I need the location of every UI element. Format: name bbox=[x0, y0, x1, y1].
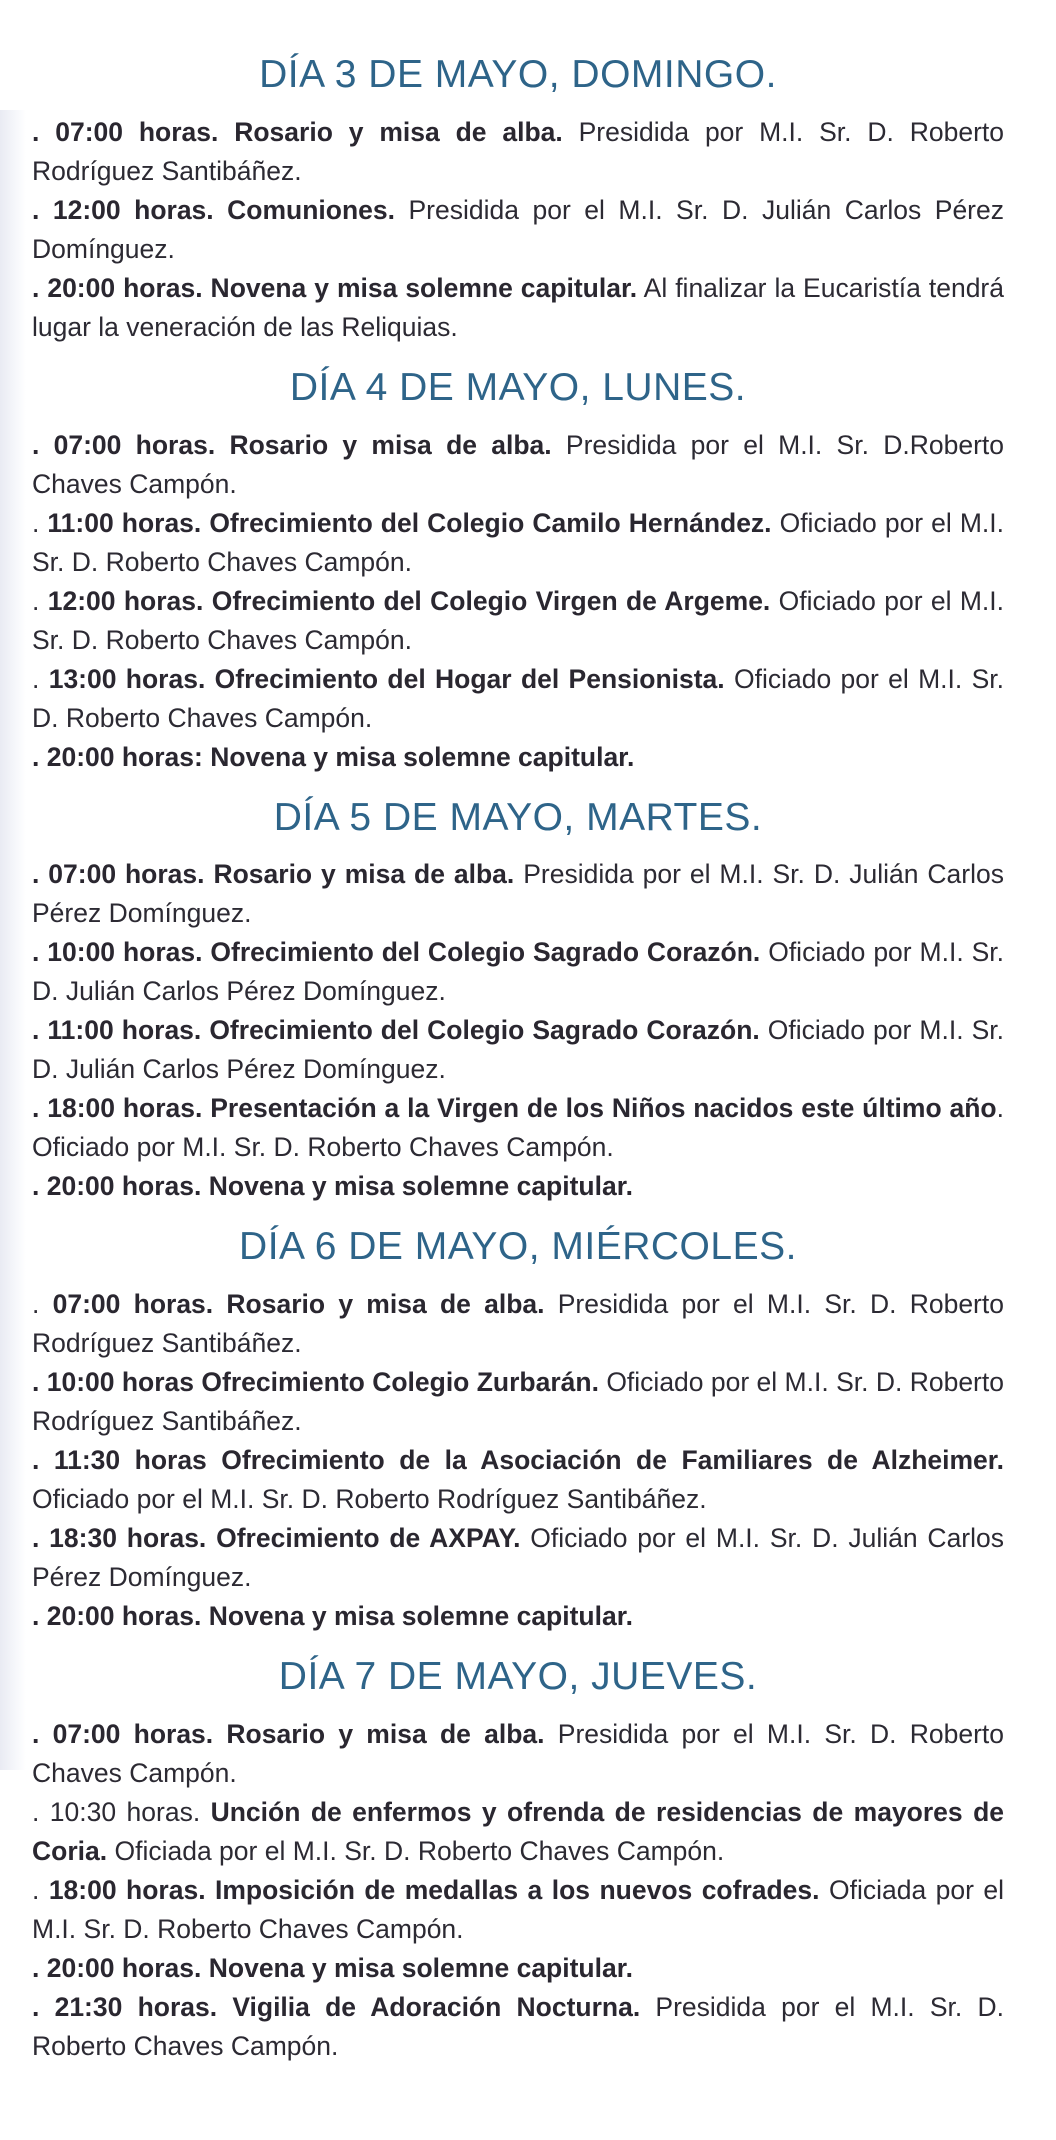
entry-prefix: . 10:30 horas. bbox=[32, 1796, 211, 1827]
entry-detail: Presidida por el M.I. Sr. D. Julián Carlos Pérez Domínguez. bbox=[32, 194, 1004, 264]
day-heading: DÍA 5 DE MAYO, MARTES. bbox=[273, 795, 763, 839]
entry-time-title: 12:00 horas. Ofrecimiento del Colegio Virgen de Argeme. bbox=[47, 585, 771, 616]
schedule-entry bbox=[32, 933, 1004, 1011]
entry-prefix: . bbox=[32, 585, 48, 616]
entry-detail: Oficiado por el M.I. Sr. D. Roberto Rodríguez Santibáñez. bbox=[32, 1484, 707, 1515]
entry-detail: Oficiado por el M.I. Sr. D. Roberto Chaves Campón. bbox=[32, 663, 1004, 733]
entry-time-title: . 11:00 horas. Ofrecimiento del Colegio Sagrado Corazón. bbox=[32, 1015, 760, 1046]
schedule-entry bbox=[32, 1089, 1004, 1167]
entry-time-title: . 18:30 horas. Ofrecimiento de AXPAY. bbox=[32, 1523, 521, 1554]
entry-time-title: . 11:30 horas Ofrecimiento de la Asociación de Familiares de Alzheimer. bbox=[32, 1445, 1004, 1476]
entry-detail: Presidida por el M.I. Sr. D. Roberto Chaves Campón. bbox=[32, 1718, 1004, 1788]
entry-time-title: 11:00 horas. Ofrecimiento del Colegio Camilo Hernández. bbox=[47, 507, 772, 538]
entry-time-title: . 18:00 horas. Presentación a la Virgen de los Niños nacidos este último año bbox=[32, 1093, 997, 1124]
entry-time-title: . 07:00 horas. Rosario y misa de alba. bbox=[32, 116, 563, 147]
entry-time-title: . 10:00 horas Ofrecimiento Colegio Zurbarán. bbox=[32, 1367, 599, 1398]
entry-prefix: . bbox=[32, 1874, 49, 1905]
entry-detail: Presidida por M.I. Sr. D. Roberto Rodríguez Santibáñez. bbox=[32, 116, 1005, 186]
schedule-entry bbox=[32, 855, 1004, 933]
schedule-entry bbox=[32, 1011, 1004, 1089]
entry-detail: Presidida por el M.I. Sr. D.Roberto Chaves Campón. bbox=[32, 429, 1004, 499]
day-heading: DÍA 4 DE MAYO, LUNES. bbox=[289, 365, 747, 409]
schedule-entry bbox=[32, 113, 1004, 191]
schedule-entry bbox=[32, 738, 1004, 777]
entry-prefix: . bbox=[32, 1289, 53, 1320]
schedule-entry bbox=[32, 1441, 1004, 1519]
entry-detail: Oficiado por el M.I. Sr. D. Roberto Chaves Campón. bbox=[32, 585, 1004, 655]
entry-detail: Al finalizar la Eucaristía tendrá lugar la veneración de las Reliquias. bbox=[32, 272, 1004, 342]
day-section-5-mayo bbox=[32, 795, 1004, 1207]
entry-detail: Oficiado por el M.I. Sr. D. Julián Carlos Pérez Domínguez. bbox=[32, 1523, 1005, 1593]
entry-detail: Presidida por el M.I. Sr. D. Julián Carlos Pérez Domínguez. bbox=[32, 859, 1004, 929]
day-heading: DÍA 3 DE MAYO, DOMINGO. bbox=[259, 53, 777, 96]
schedule-content bbox=[32, 52, 1004, 2084]
day-heading: DÍA 6 DE MAYO, MIÉRCOLES. bbox=[239, 1225, 797, 1269]
schedule-entry bbox=[32, 1285, 1004, 1363]
entry-time-title: . 20:00 horas. Novena y misa solemne capitular. bbox=[32, 1952, 633, 1983]
schedule-entry bbox=[32, 1167, 1004, 1206]
schedule-entry bbox=[32, 269, 1004, 347]
decorative-left-edge bbox=[0, 110, 26, 1770]
entry-prefix: . bbox=[32, 507, 48, 538]
schedule-entry bbox=[32, 1715, 1004, 1793]
schedule-entry bbox=[32, 582, 1004, 660]
schedule-entry bbox=[32, 504, 1004, 582]
schedule-entry bbox=[32, 1363, 1004, 1441]
schedule-entry bbox=[32, 1519, 1004, 1597]
schedule-entry bbox=[32, 426, 1004, 504]
entry-detail: . Oficiado por M.I. Sr. D. Roberto Chaves Campón. bbox=[32, 1093, 1004, 1163]
day-section-6-mayo bbox=[32, 1224, 1004, 1636]
entry-time-title: Unción de enfermos y ofrenda de residencias de mayores de Coria. bbox=[32, 1796, 1004, 1866]
entry-detail: Presidida por el M.I. Sr. D. Roberto Rodríguez Santibáñez. bbox=[32, 1289, 1004, 1359]
schedule-entry bbox=[32, 1597, 1004, 1636]
entry-time-title: . 21:30 horas. Vigilia de Adoración Nocturna. bbox=[32, 1991, 641, 2022]
entry-time-title: 13:00 horas. Ofrecimiento del Hogar del Pensionista. bbox=[48, 663, 725, 694]
entry-time-title: . 20:00 horas. Novena y misa solemne capitular. bbox=[32, 1601, 633, 1632]
entry-time-title: 18:00 horas. Imposición de medallas a los nuevos cofrades. bbox=[48, 1874, 820, 1905]
day-section-7-mayo bbox=[32, 1654, 1004, 2066]
entry-time-title: . 20:00 horas: Novena y misa solemne capitular. bbox=[32, 741, 635, 772]
entry-detail: Oficiada por el M.I. Sr. D. Roberto Chaves Campón. bbox=[107, 1835, 725, 1866]
entry-time-title: . 07:00 horas. Rosario y misa de alba. bbox=[32, 1718, 545, 1749]
entry-time-title: . 20:00 horas. Novena y misa solemne capitular. bbox=[32, 1171, 633, 1202]
entry-detail: Oficiada por el M.I. Sr. D. Roberto Chaves Campón. bbox=[32, 1874, 1005, 1944]
entry-time-title: 07:00 horas. Rosario y misa de alba. bbox=[52, 1289, 545, 1320]
day-heading: DÍA 7 DE MAYO, JUEVES. bbox=[278, 1655, 758, 1699]
schedule-entry bbox=[32, 191, 1004, 269]
schedule-entry bbox=[32, 1793, 1004, 1871]
entry-detail: Presidida por el M.I. Sr. D. Roberto Chaves Campón. bbox=[32, 1991, 1004, 2061]
entry-detail: Oficiado por el M.I. Sr. D. Roberto Rodríguez Santibáñez. bbox=[32, 1367, 1004, 1437]
day-section-4-mayo bbox=[32, 365, 1004, 777]
day-section-3-mayo bbox=[32, 52, 1004, 347]
schedule-entry bbox=[32, 1871, 1004, 1949]
entry-time-title: . 20:00 horas. Novena y misa solemne capitular. bbox=[32, 272, 638, 303]
entry-time-title: . 12:00 horas. Comuniones. bbox=[32, 194, 395, 225]
entry-time-title: . 07:00 horas. Rosario y misa de alba. bbox=[32, 429, 552, 460]
schedule-entry bbox=[32, 1988, 1004, 2066]
entry-time-title: . 07:00 horas. Rosario y misa de alba. bbox=[32, 859, 515, 890]
schedule-entry bbox=[32, 660, 1004, 738]
entry-detail: Oficiado por M.I. Sr. D. Julián Carlos Pérez Domínguez. bbox=[32, 1015, 1004, 1085]
schedule-entry bbox=[32, 1949, 1004, 1988]
entry-detail: Oficiado por M.I. Sr. D. Julián Carlos Pérez Domínguez. bbox=[32, 937, 1004, 1007]
entry-time-title: . 10:00 horas. Ofrecimiento del Colegio Sagrado Corazón. bbox=[32, 937, 761, 968]
entry-prefix: . bbox=[32, 663, 49, 694]
entry-detail: Oficiado por el M.I. Sr. D. Roberto Chaves Campón. bbox=[32, 507, 1004, 577]
